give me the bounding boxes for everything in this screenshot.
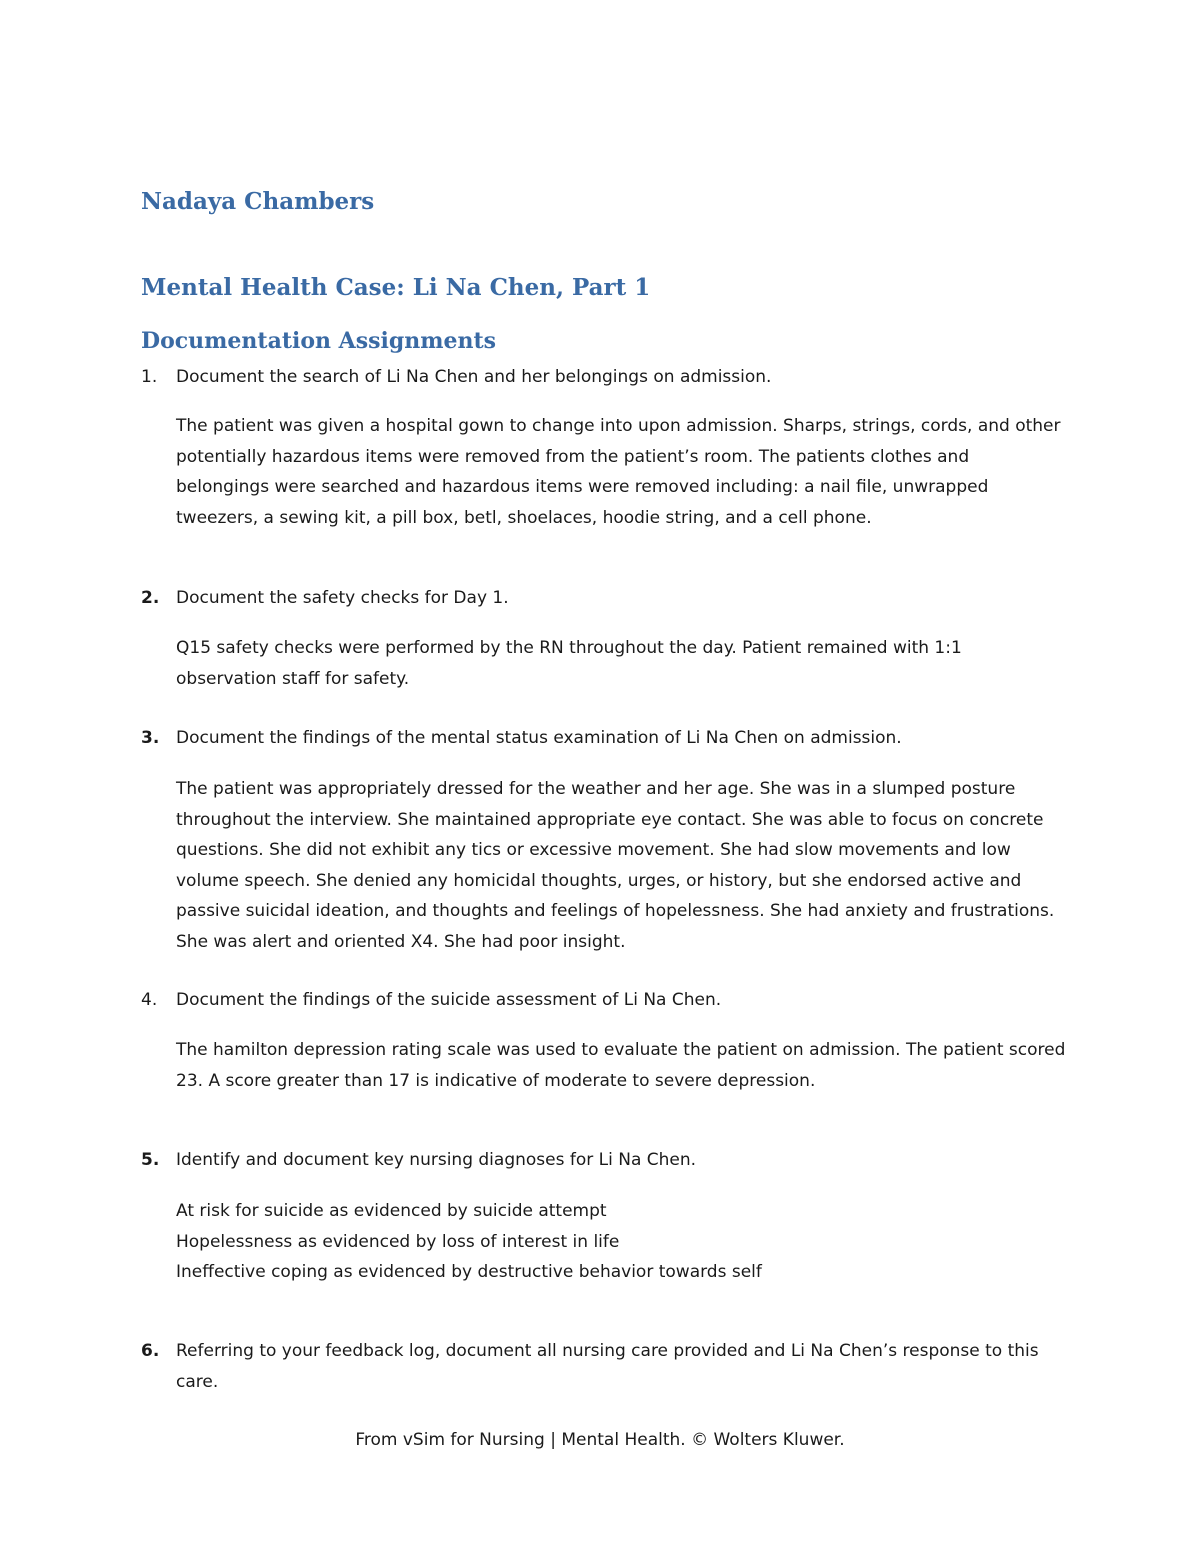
question-3 bbox=[141, 723, 1071, 754]
answer-4: The hamilton depression rating scale was used to evaluate the patient on admission. The patient scored 23. A score greater than 17 is indicative of moderate to severe depression. bbox=[176, 1040, 1066, 1091]
question-text: Document the findings of the mental status examination of Li Na Chen on admission. bbox=[176, 728, 902, 748]
answer-5 bbox=[176, 1196, 1066, 1288]
answer-1: The patient was given a hospital gown to change into upon admission. Sharps, strings, cords, and other potentially hazardous items were removed from the patient’s room. The patients clothes and belongings were searched and hazardous items were removed including: a nail file, unwrapped tweezers, a sewing kit, a pill box, betl, shoelaces, hoodie string, and a cell phone. bbox=[176, 416, 1061, 528]
nursing-diagnosis: Hopelessness as evidenced by loss of interest in life bbox=[176, 1231, 620, 1252]
question-text: Document the search of Li Na Chen and her belongings on admission. bbox=[176, 367, 772, 387]
question-number: 3. bbox=[141, 728, 160, 748]
question-5 bbox=[141, 1145, 1071, 1176]
author-name: Nadaya Chambers bbox=[141, 188, 375, 215]
section-title: Documentation Assignments bbox=[141, 328, 497, 354]
question-number: 2. bbox=[141, 588, 160, 608]
page-footer: From vSim for Nursing | Mental Health. © Wolters Kluwer. bbox=[355, 1430, 845, 1450]
question-text: Identify and document key nursing diagnoses for Li Na Chen. bbox=[176, 1150, 697, 1170]
question-number: 1. bbox=[141, 367, 158, 387]
question-1 bbox=[141, 362, 1071, 393]
question-number: 6. bbox=[141, 1341, 160, 1361]
question-2 bbox=[141, 583, 1071, 614]
question-text: Referring to your feedback log, document all nursing care provided and Li Na Chen’s response to this care. bbox=[176, 1341, 1039, 1392]
question-number: 4. bbox=[141, 990, 158, 1010]
question-4 bbox=[141, 985, 1071, 1016]
question-text: Document the safety checks for Day 1. bbox=[176, 588, 509, 608]
nursing-diagnosis: Ineffective coping as evidenced by destructive behavior towards self bbox=[176, 1262, 762, 1283]
question-6 bbox=[141, 1336, 1071, 1398]
answer-3: The patient was appropriately dressed for the weather and her age. She was in a slumped posture throughout the interview. She maintained appropriate eye contact. She was able to focus on concrete questions. She did not exhibit any tics or excessive movement. She had slow movements and low volume speech. She denied any homicidal thoughts, urges, or history, but she endorsed active and passive suicidal ideation, and thoughts and feelings of hopelessness. She had anxiety and frustrations. She was alert and oriented X4. She had poor insight. bbox=[176, 779, 1055, 952]
nursing-diagnosis: At risk for suicide as evidenced by suicide attempt bbox=[176, 1201, 607, 1221]
case-title: Mental Health Case: Li Na Chen, Part 1 bbox=[141, 274, 651, 301]
question-number: 5. bbox=[141, 1150, 160, 1170]
answer-2: Q15 safety checks were performed by the RN throughout the day. Patient remained with 1:1 observation staff for safety. bbox=[176, 638, 962, 689]
question-text: Document the findings of the suicide assessment of Li Na Chen. bbox=[176, 990, 722, 1010]
